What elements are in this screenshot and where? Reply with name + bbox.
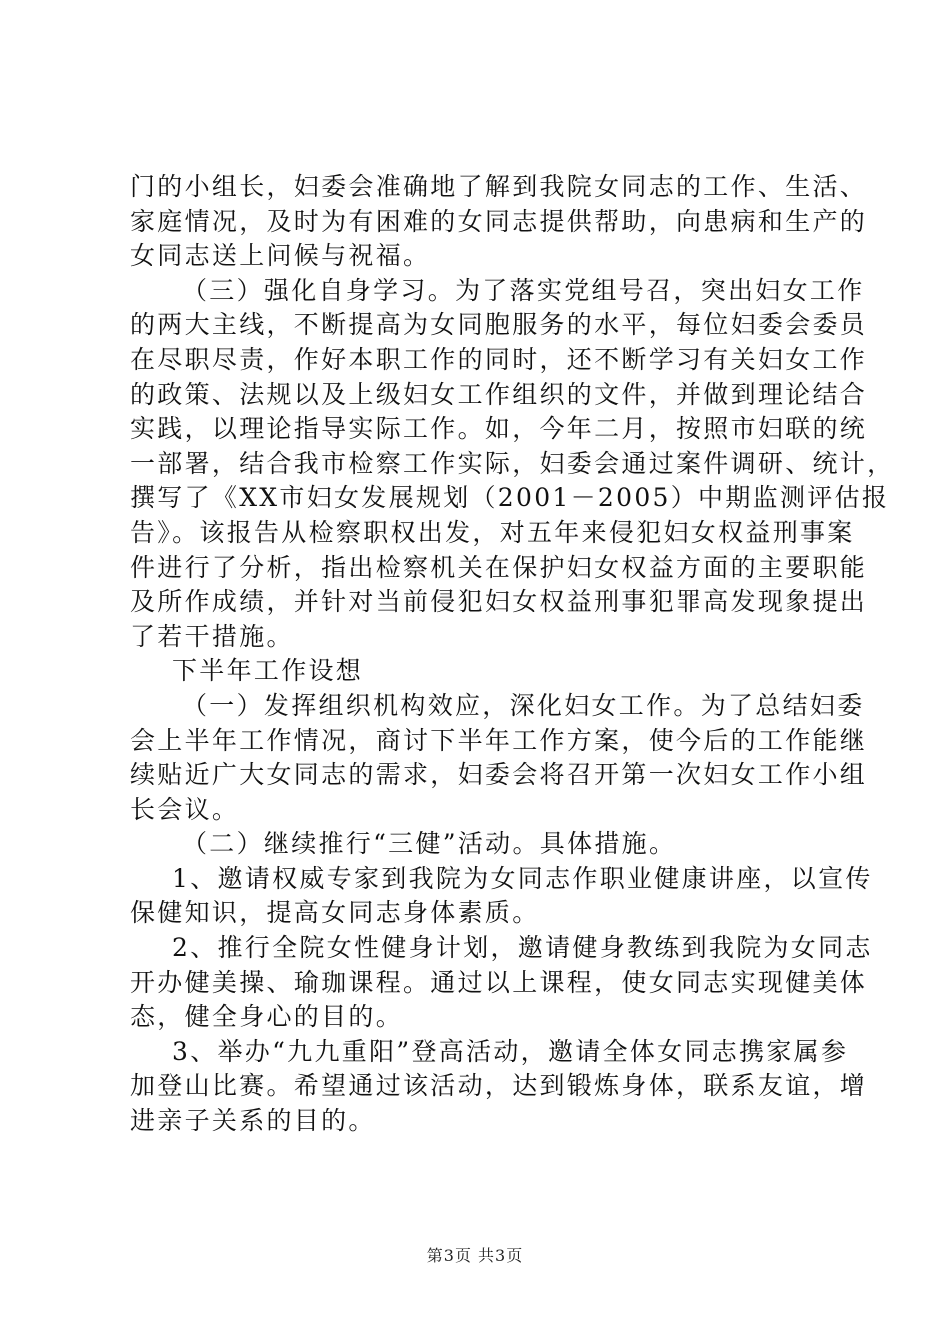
text-line: 态，健全身心的目的。: [130, 1002, 404, 1032]
text-line: 女同志送上问候与祝福。: [130, 241, 431, 271]
text-line: 及所作成绩，并针对当前侵犯妇女权益刑事犯罪高发现象提出: [130, 587, 868, 617]
text-line: 在尽职尽责，作好本职工作的同时，还不断学习有关妇女工作: [130, 344, 868, 374]
text-line: 长会议。: [130, 794, 240, 824]
text-line: 进亲子关系的目的。: [130, 1106, 376, 1136]
text-line: 的两大主线，不断提高为女同胞服务的水平，每位妇委会委员: [130, 310, 868, 340]
text-line: 一部署，结合我市检察工作实际，妇委会通过案件调研、统计，: [130, 448, 895, 478]
text-line: 加登山比赛。希望通过该活动，达到锻炼身体，联系友谊，增: [130, 1071, 868, 1101]
text-line: 的政策、法规以及上级妇女工作组织的文件，并做到理论结合: [130, 379, 868, 409]
section-title: 下半年工作设想: [172, 656, 364, 686]
text-line: 家庭情况，及时为有困难的女同志提供帮助，向患病和生产的: [130, 206, 868, 236]
list-item-2: 2、推行全院女性健身计划，邀请健身教练到我院为女同志: [172, 933, 873, 963]
list-item-3: 3、举办“九九重阳”登高活动，邀请全体女同志携家属参: [172, 1036, 849, 1066]
list-item-1: 1、邀请权威专家到我院为女同志作职业健康讲座，以宣传: [172, 863, 873, 893]
text-line: 告》。该报告从检察职权出发，对五年来侵犯妇女权益刑事案: [130, 517, 855, 547]
section-heading-3: （三）强化自身学习。为了落实党组号召，突出妇女工作: [182, 275, 865, 305]
text-line: 撰写了《XX市妇女发展规划（2001－2005）中期监测评估报: [130, 483, 890, 513]
section-heading-1: （一）发挥组织机构效应，深化妇女工作。为了总结妇委: [182, 690, 865, 720]
text-line: 了若干措施。: [130, 621, 294, 651]
text-line: 会上半年工作情况，商讨下半年工作方案，使今后的工作能继: [130, 725, 868, 755]
section-heading-2: （二）继续推行“三健”活动。具体措施。: [182, 829, 677, 859]
text-line: 保健知识，提高女同志身体素质。: [130, 898, 540, 928]
page-number-footer: 第3页 共3页: [426, 1246, 524, 1265]
text-line: 实践，以理论指导实际工作。如，今年二月，按照市妇联的统: [130, 414, 868, 444]
text-line: 续贴近广大女同志的需求，妇委会将召开第一次妇女工作小组: [130, 760, 868, 790]
document-body: [130, 170, 895, 1139]
text-line: 件进行了分析，指出检察机关在保护妇女权益方面的主要职能: [130, 552, 868, 582]
text-line: 开办健美操、瑜珈课程。通过以上课程，使女同志实现健美体: [130, 967, 868, 997]
text-line: 门的小组长，妇委会准确地了解到我院女同志的工作、生活、: [130, 172, 868, 201]
